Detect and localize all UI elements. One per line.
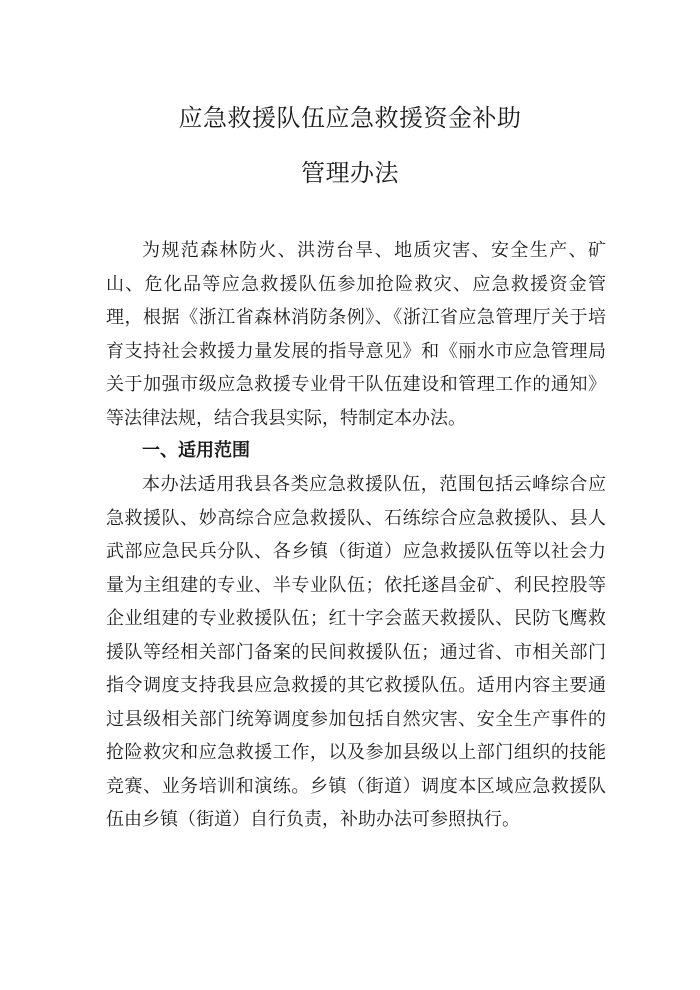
section-heading-scope: 一、适用范围 bbox=[142, 440, 250, 461]
preamble-paragraph: 为规范森林防火、洪涝台旱、地质灾害、安全生产、矿山、危化品等应急救援队伍参加抢险救灾、应急救援资金管理，根据《浙江省森林消防条例》、《浙江省应急管理厅关于培育支持社会救援力量发展的指导意见》和《丽水市应急管理局关于加强市级应急救援专业骨干队伍建设和管理工作的通知》等法律法规，结合我县实际，特制定本办法。 bbox=[106, 240, 606, 429]
document-title-line-2: 管理办法 bbox=[301, 159, 399, 187]
document-title-line-1: 应急救援队伍应急救援资金补助 bbox=[178, 104, 522, 132]
scope-paragraph: 本办法适用我县各类应急救援队伍，范围包括云峰综合应急救援队、妙高综合应急救援队、石练综合应急救援队、县人武部应急民兵分队、各乡镇（街道）应急救援队伍等以社会力量为主组建的专业、半专业队伍；依托遂昌金矿、利民控股等企业组建的专业救援队伍；红十字会蓝天救援队、民防飞鹰救援队等经相关部门备案的民间救援队伍；通过省、市相关部门指令调度支持我县应急救援的其它救援队伍。适用内容主要通过县级相关部门统筹调度参加包括自然灾害、安全生产事件的抢险救灾和应急救援工作，以及参加县级以上部门组织的技能竞赛、业务培训和演练。乡镇（街道）调度本区域应急救援队伍由乡镇（街道）自行负责，补助办法可参照执行。 bbox=[106, 474, 606, 830]
